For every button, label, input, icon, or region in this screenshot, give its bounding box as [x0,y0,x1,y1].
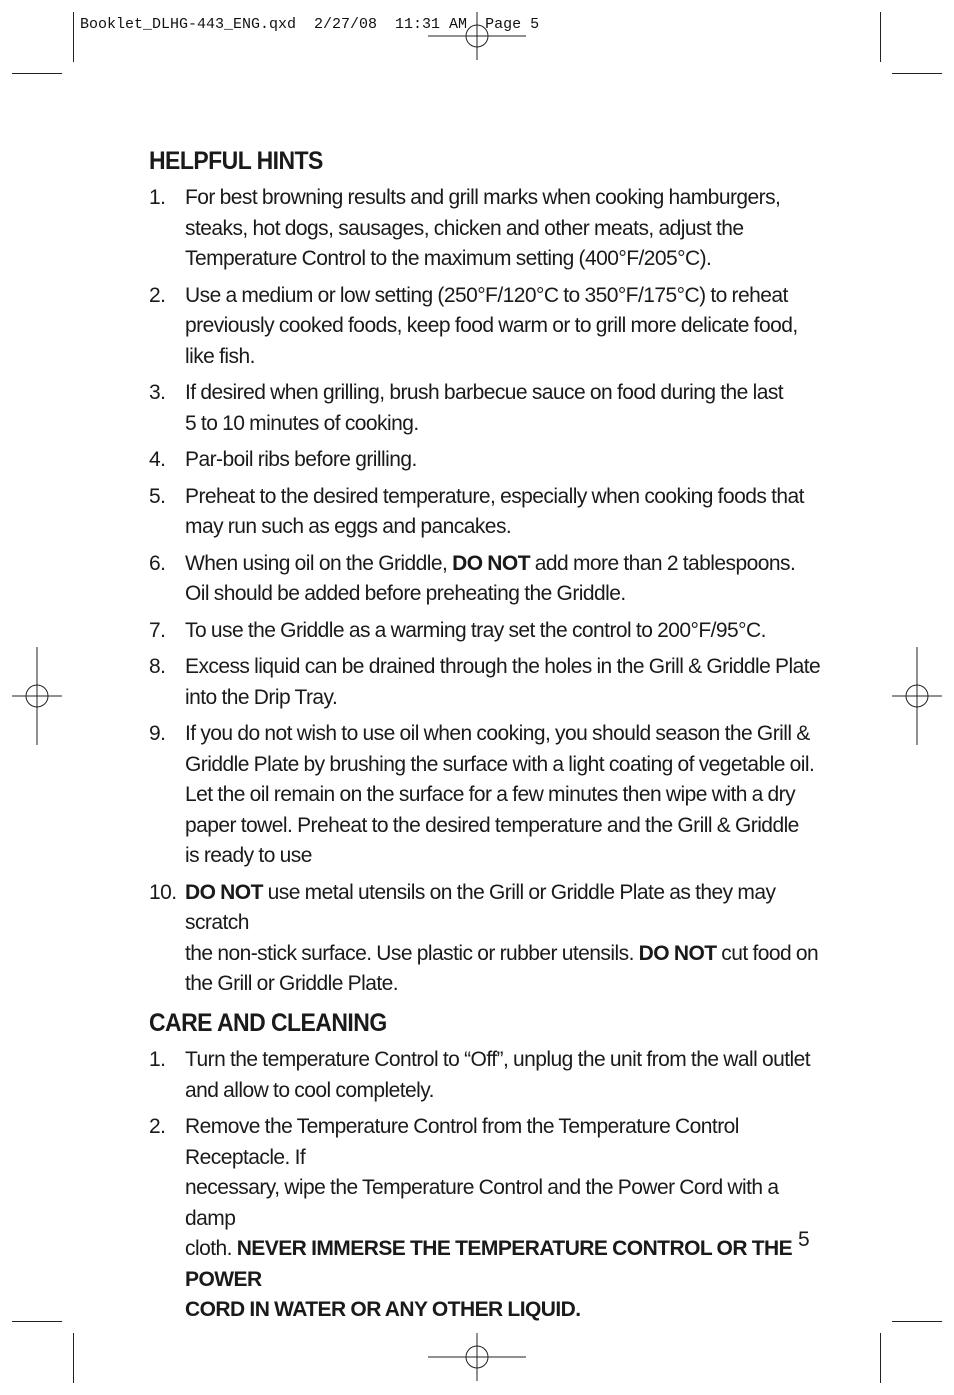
item-text [185,719,824,872]
list-item [149,445,824,476]
item-number: 4. [149,448,166,471]
item-text [185,281,824,373]
list-item [149,878,824,1000]
body-text: Preheat to the desired temperature, especially when cooking foods that may run such as eggs and pancakes. [185,484,804,538]
registration-target-icon [892,647,942,745]
item-number: 1. [149,1048,166,1071]
item-number: 2. [149,1115,166,1138]
list-item [149,652,824,713]
item-number: 10. [149,880,177,904]
crop-mark-bottom-left-vertical [73,1333,74,1383]
body-text: Excess liquid can be drained through the holes in the Grill & Griddle Plate into the Drip Tray. [185,655,821,709]
crop-mark-top-right-horizontal [892,73,942,74]
item-number: 3. [149,381,166,404]
slug-line: Booklet_DLHG-443_ENG.qxd 2/27/08 11:31 AM Page 5 [80,16,540,33]
item-number: 7. [149,618,166,642]
body-text: use metal utensils on the Grill or Griddle Plate as they may scratch the non-stick surface. Use plastic or rubber utensils. [185,880,776,965]
item-text [185,878,824,1000]
body-text: To use the Griddle as a warming tray set the control to 200°F/95°C. [185,618,766,642]
crop-mark-top-left-vertical [73,12,74,62]
item-text [185,549,824,610]
body-text: If you do not wish to use oil when cooking, you should season the Grill & Griddle Plate by brushing the surface with a light coating of vegetable oil. Let the oil remain on the surface for a few minutes then wipe with a dry paper towel. Preheat to the desired temperature and the Grill & Griddle is ready to use [185,722,815,867]
list-item [149,719,824,872]
registration-target-icon [428,10,526,60]
item-number: 1. [149,186,166,209]
list-item [149,183,824,275]
emphasis-text: DO NOT [185,880,263,904]
emphasis-text: DO NOT [638,941,717,965]
body-text: Use a medium or low setting (250°F/120°C to 350°F/175°C) to reheat previously cooked foods, keep food warm or to grill more delicate food, like fish. [185,283,798,368]
item-text [185,652,824,713]
item-number: 5. [149,484,166,508]
body-text: Par-boil ribs before grilling. [185,448,417,471]
item-text [185,1045,824,1106]
section-heading: CARE AND CLEANING [149,1009,387,1037]
crop-mark-bottom-right-vertical [880,1333,881,1383]
item-number: 2. [149,283,166,307]
body-text: add more than 2 tablespoons. Oil should be added before preheating the Griddle. [185,551,796,605]
care-cleaning-section [149,1008,824,1326]
item-text [185,183,824,275]
body-text: If desired when grilling, brush barbecue sauce on food during the last 5 to 10 minutes of cooking. [185,381,784,435]
list-item [149,378,824,439]
registration-target-icon [12,647,62,745]
item-text [185,616,824,647]
item-text [185,482,824,543]
crop-mark-top-right-vertical [880,12,881,62]
list-item [149,1045,824,1106]
item-text [185,1112,824,1326]
body-text: When using oil on the Griddle, [185,551,453,575]
care-cleaning-list [149,1045,824,1326]
registration-target-icon [428,1333,526,1383]
item-text [185,445,824,476]
crop-mark-bottom-left-horizontal [12,1321,62,1322]
body-text: For best browning results and grill marks when cooking hamburgers, steaks, hot dogs, sausages, chicken and other meats, adjust the Temperature Control to the maximum setting (400°F/205°C). [185,186,781,270]
list-item [149,1112,824,1326]
helpful-hints-list [149,183,824,1000]
list-item [149,549,824,610]
section-heading: HELPFUL HINTS [149,147,323,175]
page-number: 5 [798,1228,810,1251]
emphasis-text: NEVER IMMERSE THE TEMPERATURE CONTROL OR THE POWER CORD IN WATER OR ANY OTHER LIQUID. [185,1237,793,1321]
item-number: 6. [149,551,166,575]
item-number: 8. [149,655,166,678]
crop-mark-top-left-horizontal [12,73,62,74]
emphasis-text: DO NOT [452,551,530,575]
list-item [149,281,824,373]
body-text: Remove the Temperature Control from the Temperature Control Receptacle. If necessary, wipe the Temperature Control and the Power Cord with a damp cloth. [185,1115,779,1260]
item-number: 9. [149,722,166,745]
crop-mark-bottom-right-horizontal [892,1321,942,1322]
helpful-hints-section [149,146,824,1000]
body-text: Turn the temperature Control to “Off”, unplug the unit from the wall outlet and allow to cool completely. [185,1048,811,1102]
item-text [185,378,824,439]
list-item [149,616,824,647]
body-text: cut food on the Grill or Griddle Plate. [185,941,819,995]
list-item [149,482,824,543]
